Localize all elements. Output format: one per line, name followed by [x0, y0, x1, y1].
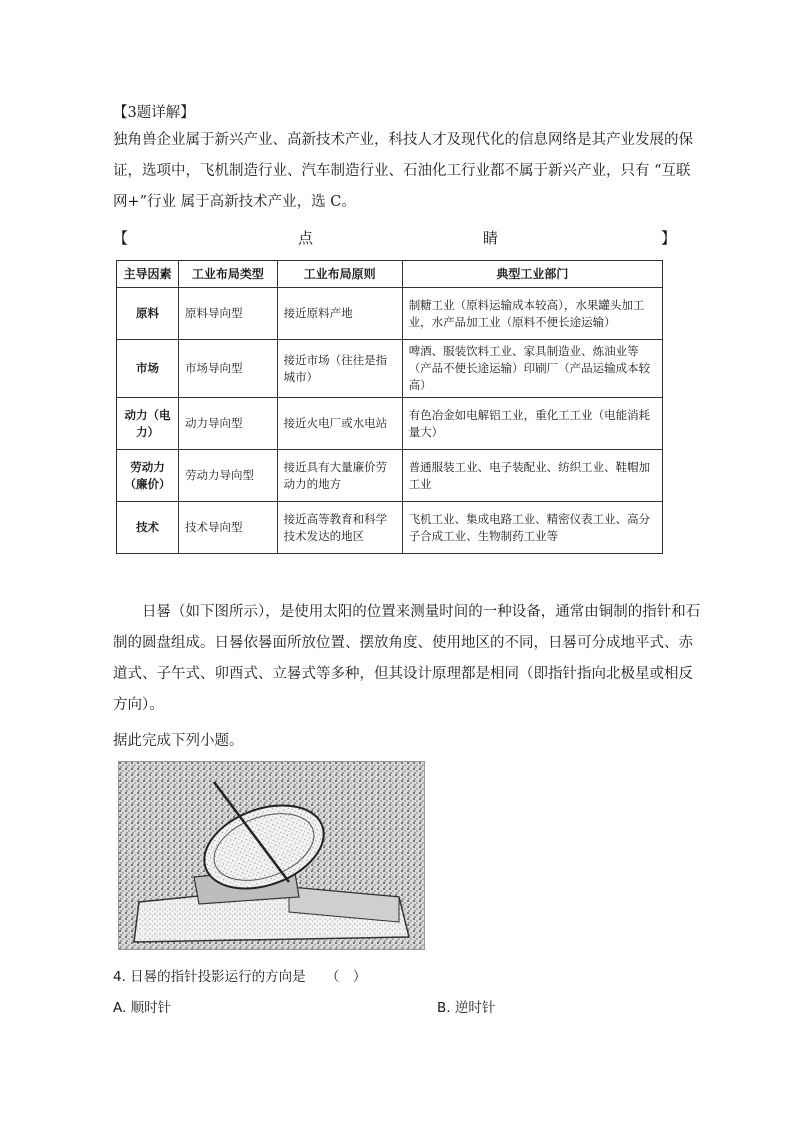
- cell-sector: 普通服装工业、电子装配业、纺织工业、鞋帽加工业: [402, 450, 662, 502]
- intro-line: 方向）。: [113, 697, 164, 713]
- cell-sector: 制糖工业（原料运输成本较高），水果罐头加工业，水产品加工业（原料不便长途运输）: [402, 288, 662, 340]
- table-row: [117, 398, 663, 450]
- cell-factor: 市场: [117, 340, 179, 398]
- sundial-illustration: [119, 762, 424, 949]
- header-principle: 工业布局原则: [277, 261, 402, 288]
- cell-type: 动力导向型: [179, 398, 278, 450]
- answer-line: 证，选项中，飞机制造行业、汽车制造行业、石油化工行业都不属于新兴产业，只有 “互联: [113, 163, 691, 179]
- header-sector: 典型工业部门: [402, 261, 662, 288]
- intro-line: 制的圆盘组成。日晷依晷面所放位置、摆放角度、使用地区的不同，日晷可分成地平式、赤: [113, 635, 693, 651]
- cell-type: 市场导向型: [179, 340, 278, 398]
- task-instruction: 据此完成下列小题。: [113, 733, 244, 749]
- cell-sector: 啤酒、服装饮料工业、家具制造业、炼油业等（产品不便长途运输）印刷厂（产品运输成本较高）: [402, 340, 662, 398]
- cell-principle: 接近具有大量廉价劳动力的地方: [277, 450, 402, 502]
- cell-factor: 技术: [117, 502, 179, 554]
- table-row: [117, 502, 663, 554]
- cell-factor: 原料: [117, 288, 179, 340]
- answer-line: 独角兽企业属于新兴产业、高新技术产业，科技人才及现代化的信息网络是其产业发展的保: [113, 132, 693, 148]
- cell-principle: 接近市场（往往是指城市）: [277, 340, 402, 398]
- cell-factor: 劳动力（廉价）: [117, 450, 179, 502]
- cell-type: 劳动力导向型: [179, 450, 278, 502]
- dianjing-right-bracket: 】: [661, 229, 677, 247]
- sundial-photo: [118, 761, 425, 950]
- dianjing-char-1: 点: [298, 229, 314, 247]
- table-row: [117, 450, 663, 502]
- cell-principle: 接近火电厂或水电站: [277, 398, 402, 450]
- table-row: [117, 288, 663, 340]
- intro-line: 道式、子午式、卯酉式、立晷式等多种，但其设计原理都是相同（即指针指向北极星或相反: [113, 666, 693, 682]
- cell-factor: 动力（电力）: [117, 398, 179, 450]
- cell-principle: 接近高等教育和科学技术发达的地区: [277, 502, 402, 554]
- cell-type: 技术导向型: [179, 502, 278, 554]
- cell-sector: 飞机工业、集成电路工业、精密仪表工业、高分子合成工业、生物制药工业等: [402, 502, 662, 554]
- answer-explanation: [113, 130, 693, 223]
- option-a[interactable]: A. 顺时针: [113, 1000, 172, 1016]
- sundial-intro: [113, 602, 701, 726]
- option-b[interactable]: B. 逆时针: [437, 1000, 496, 1016]
- header-type: 工业布局类型: [179, 261, 278, 288]
- dianjing-char-2: 睛: [483, 229, 499, 247]
- table-row: [117, 340, 663, 398]
- cell-sector: 有色冶金如电解铝工业，重化工工业（电能消耗量大）: [402, 398, 662, 450]
- dianjing-left-bracket: 【: [113, 229, 129, 247]
- answer-line: 网+”行业 属于高新技术产业，选 C。: [113, 194, 356, 210]
- cell-principle: 接近原料产地: [277, 288, 402, 340]
- question-4-stem: 4. 日晷的指针投影运行的方向是 （ ）: [113, 969, 367, 985]
- intro-line: 日晷（如下图所示），是使用太阳的位置来测量时间的一种设备，通常由铜制的指针和石: [113, 604, 701, 620]
- section-title: 【3题详解】: [113, 105, 195, 121]
- dianjing-heading: [113, 228, 675, 248]
- industry-location-table: [116, 260, 663, 554]
- table-header-row: [117, 261, 663, 288]
- header-factor: 主导因素: [117, 261, 179, 288]
- cell-type: 原料导向型: [179, 288, 278, 340]
